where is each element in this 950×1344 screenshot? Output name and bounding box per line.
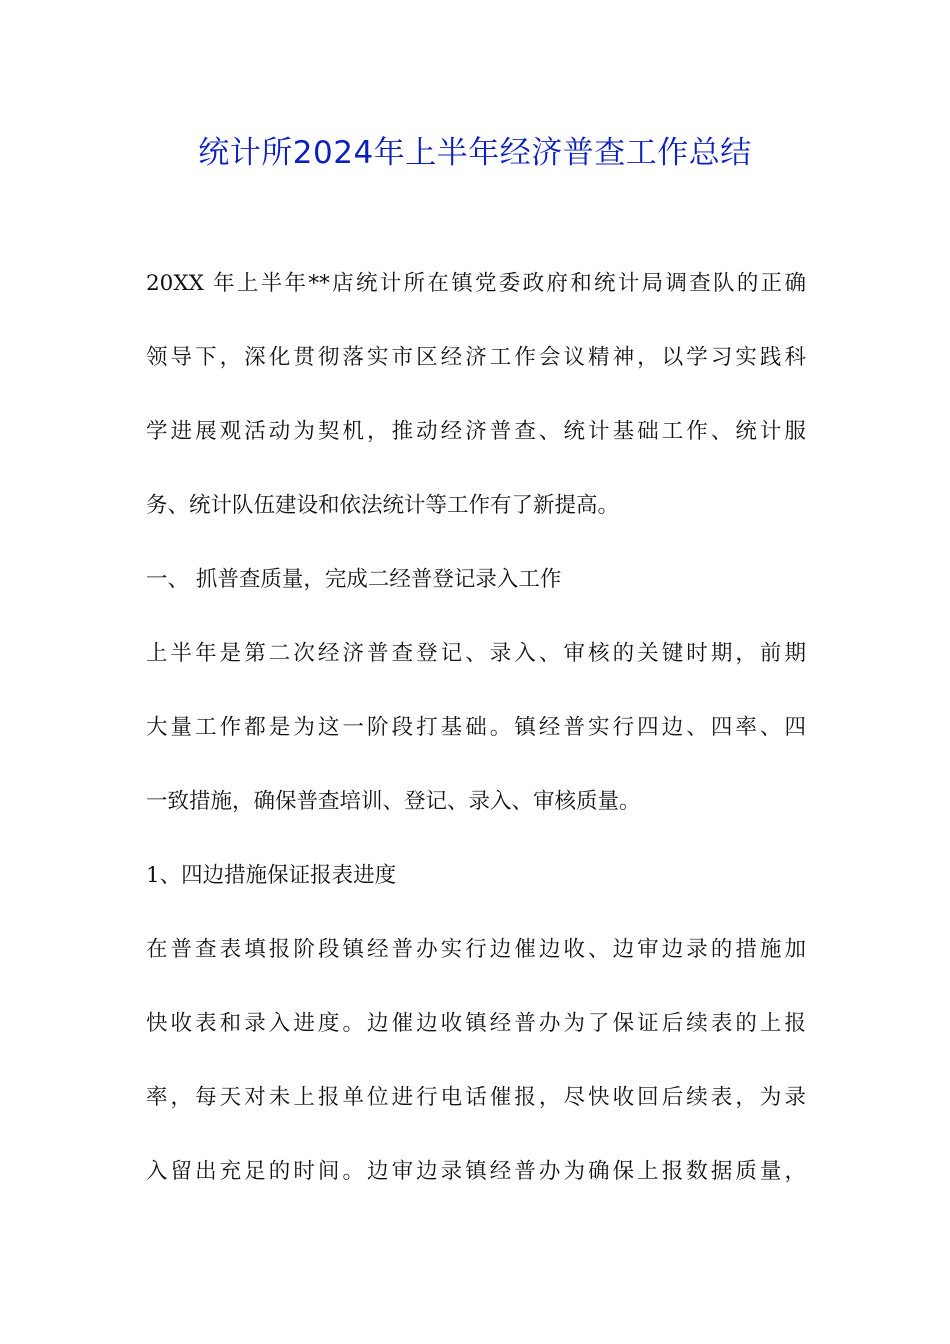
paragraph-line: 快收表和录入进度。边催边收镇经普办为了保证后续表的上报 — [146, 1011, 806, 1036]
section-heading: 一、 抓普查质量，完成二经普登记录入工作 — [146, 567, 562, 592]
subsection-heading: 1、四边措施保证报表进度 — [146, 863, 397, 888]
paragraph-line: 务、统计队伍建设和依法统计等工作有了新提高。 — [146, 493, 620, 518]
paragraph-line: 在普查表填报阶段镇经普办实行边催边收、边审边录的措施加 — [146, 937, 806, 962]
paragraph-line: 上半年是第二次经济普查登记、录入、审核的关键时期，前期 — [146, 641, 806, 666]
paragraph-line: 入留出充足的时间。边审边录镇经普办为确保上报数据质量， — [146, 1159, 806, 1184]
paragraph-line: 率，每天对未上报单位进行电话催报，尽快收回后续表，为录 — [146, 1085, 806, 1110]
paragraph-line: 大量工作都是为这一阶段打基础。镇经普实行四边、四率、四 — [146, 715, 806, 740]
document-title: 统计所2024年上半年经济普查工作总结 — [198, 135, 752, 171]
paragraph-line: 领导下，深化贯彻落实市区经济工作会议精神，以学习实践科 — [146, 345, 806, 370]
document-body — [146, 262, 806, 1224]
paragraph-line: 学进展观活动为契机，推动经济普查、统计基础工作、统计服 — [146, 419, 806, 444]
paragraph-line: 一致措施，确保普查培训、登记、录入、审核质量。 — [146, 789, 641, 814]
paragraph-line: 20XX 年上半年**店统计所在镇党委政府和统计局调查队的正确 — [146, 271, 806, 296]
